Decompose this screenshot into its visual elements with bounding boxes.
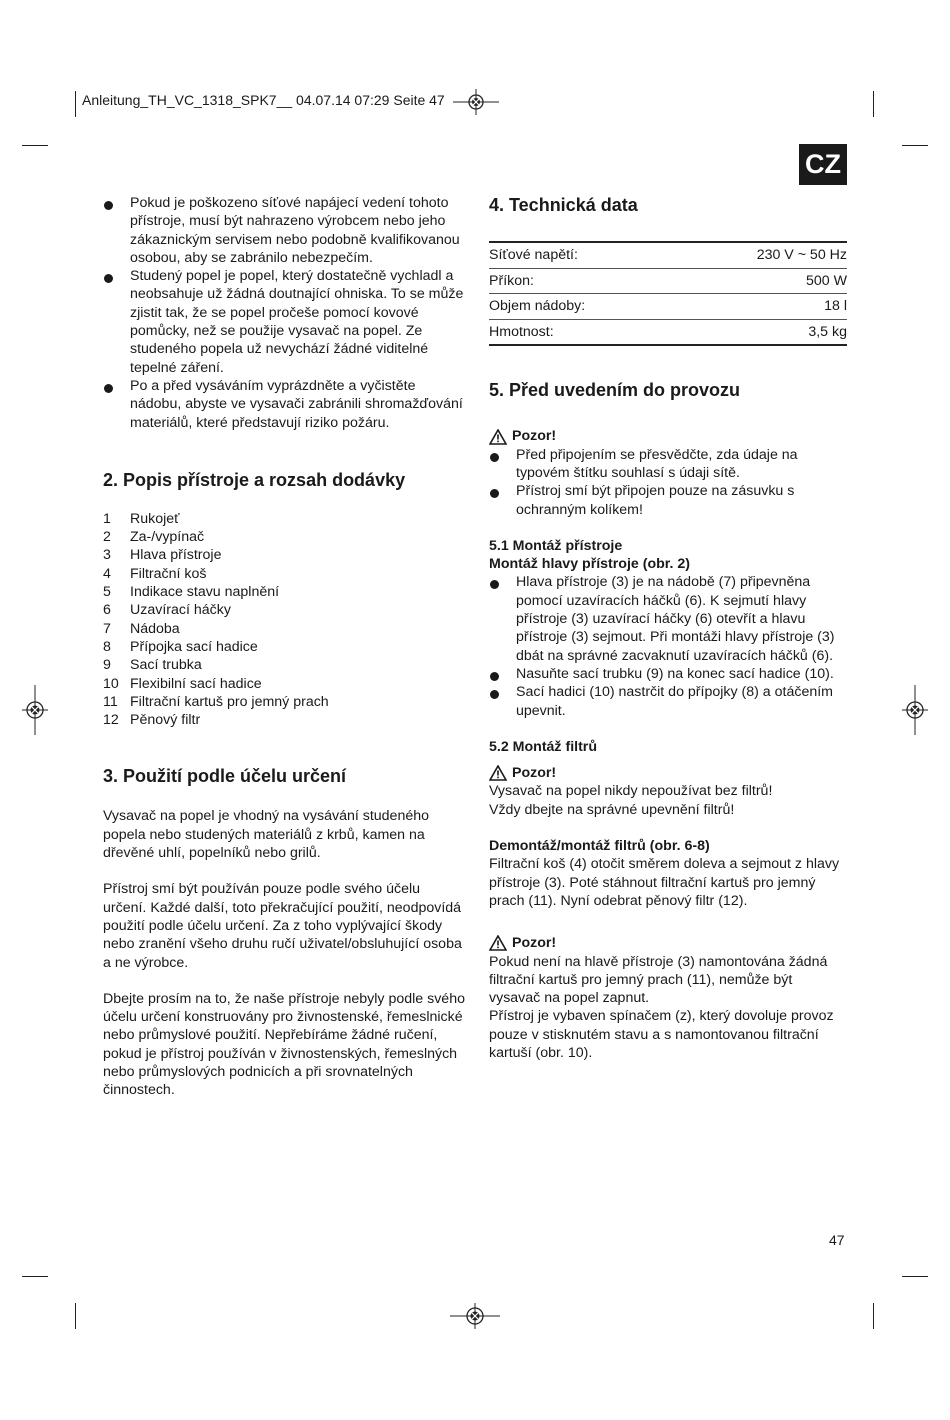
crop-mark [22, 1276, 48, 1277]
technical-data-table [489, 241, 847, 346]
list-item: 11 Filtrační kartuš pro jemný prach [103, 693, 329, 710]
section-5-title: 5. Před uvedením do provozu [489, 380, 741, 401]
list-item: 9 Sací trubka [103, 657, 202, 674]
warning-triangle-icon [489, 429, 507, 445]
section-3-title: 3. Použití podle účelu určení [103, 766, 347, 787]
warning-text: Pokud není na hlavě přístroje (3) namontována žádná filtrační kartuš pro jemný prach (11), nemůže být vysavač na popel zapnut. [489, 953, 828, 1007]
warning-heading: Pozor! [489, 934, 847, 952]
subsection-title: 5.1 Montáž přístroje [489, 537, 623, 554]
crop-mark [873, 91, 874, 117]
warning-heading: Pozor! [489, 427, 847, 445]
list-item: Před připojením se přesvědčte, zda údaje na typovém štítku souhlasí s údaji sítě. [489, 446, 847, 483]
registration-mark-icon [22, 685, 48, 735]
list-item: 1 Rukojeť [103, 510, 180, 527]
page-number: 47 [829, 1232, 845, 1248]
registration-mark-icon [450, 1303, 500, 1329]
section-4-title: 4. Technická data [489, 195, 638, 215]
list-item: Pokud je poškozeno síťové napájecí vedení tohoto přístroje, musí být nahrazeno výrobcem nebo jeho zákaznickým servisem nebo podobně kvalifikovanou osobou, aby se zabránilo nebezpečím. [103, 194, 465, 267]
list-item: Nasuňte sací trubku (9) na konec sací hadice (10). [489, 665, 847, 683]
parts-list [103, 510, 465, 730]
list-item: Studený popel je popel, který dostatečně vychladl a neobsahuje už žádná doutnající ohniska. To se může zjistit tak, že se popel pročeše pomocí kovové pomůcky, než se použije vysavač na popel. Ze studeného popela už nevychází žádné viditelné tepelné záření. [103, 267, 465, 377]
table-row: Objem nádoby: 18 l [489, 294, 847, 320]
registration-mark-icon [453, 89, 499, 115]
list-item: 4 Filtrační koš [103, 565, 207, 582]
warning-triangle-icon [489, 935, 507, 951]
list-item: 5 Indikace stavu naplnění [103, 584, 280, 601]
subsection-title: 5.2 Montáž filtrů [489, 738, 597, 755]
list-item: 10 Flexibilní sací hadice [103, 675, 262, 692]
paragraph: Přístroj smí být používán pouze podle svého účelu určení. Každé další, toto překračující použití, neodpovídá použití podle účelu určení. Za z toho vyplývající škody nebo zranění všeho druhu ručí uživatel/obsluhující osoba a ne výrobce. [103, 881, 462, 971]
registration-mark-icon [902, 685, 928, 735]
list-item: Sací hadici (10) nastrčit do přípojky (8) a otáčením upevnit. [489, 683, 847, 720]
warning-heading: Pozor! [489, 764, 847, 782]
crop-mark [75, 1303, 76, 1329]
table-row: Síťové napětí: 230 V ~ 50 Hz [489, 242, 847, 268]
print-info-header: Anleitung_TH_VC_1318_SPK7__ 04.07.14 07:29 Seite 47 [82, 92, 445, 108]
paragraph: Filtrační koš (4) otočit směrem doleva a sejmout z hlavy přístroje (3). Poté stáhnout filtrační kartuš pro jemný prach (11). Nyní odebrat pěnový filtr (12). [489, 856, 840, 909]
subsection-subtitle: Montáž hlavy přístroje (obr. 2) [489, 556, 691, 573]
list-item: 12 Pěnový filtr [103, 712, 201, 729]
list-item: Přístroj smí být připojen pouze na zásuvku s ochranným kolíkem! [489, 482, 847, 519]
section-2-title: 2. Popis přístroje a rozsah dodávky [103, 469, 406, 490]
warning-bullet-list [489, 446, 847, 519]
warning-triangle-icon [489, 765, 507, 781]
paragraph: Dbejte prosím na to, že naše přístroje nebyly podle svého účelu určení konstruovány pro živnostenské, řemeslnické nebo průmyslové použití. Nepřebíráme žádné ručení, pokud je přístroj používán v živnostenských, řemeslných nebo průmyslových podnicích a při srovnatelných činnostech. [103, 990, 465, 1099]
language-badge: CZ [799, 144, 847, 185]
paragraph: Vysavač na popel je vhodný na vysávání studeného popela nebo studených materiálů z krbů, kamen na dřevěné uhlí, popelníků nebo grilů. [103, 808, 430, 862]
warning-text: Vysavač na popel nikdy nepoužívat bez filtrů! Vždy dbejte na správné upevnění filtrů! [489, 783, 773, 818]
left-column [103, 194, 465, 1100]
list-item: 6 Uzavírací háčky [103, 602, 231, 619]
right-column [489, 194, 847, 1062]
table-row: Hmotnost: 3,5 kg [489, 319, 847, 345]
list-item: 8 Přípojka sací hadice [103, 638, 258, 655]
crop-mark [902, 1276, 928, 1277]
table-row: Příkon: 500 W [489, 268, 847, 294]
crop-mark [75, 91, 76, 117]
crop-mark [902, 145, 928, 146]
list-item: Po a před vysáváním vyprázdněte a vyčistěte nádobu, abyste ve vysavači zabránili shromažďování materiálů, které představují riziko požáru. [103, 377, 465, 432]
warning-text: Přístroj je vybaven spínačem (z), který dovoluje provoz pouze v stisknutém stavu a s namontovanou filtrační kartuší (obr. 10). [489, 1008, 834, 1061]
crop-mark [22, 145, 48, 146]
list-item: Hlava přístroje (3) je na nádobě (7) připevněna pomocí uzavíracích háčků (6). K sejmutí hlavy přístroje (3) uzavírací háčky (6) otevřít a hlavu přístroje (3) sejmout. Při montáži hlavy přístroje (3) dbát na správné zacvaknutí uzavíracích háčků (6). [489, 573, 847, 664]
list-item: 7 Nádoba [103, 620, 180, 637]
intro-bullet-list [103, 194, 465, 432]
subsection-title: Demontáž/montáž filtrů (obr. 6-8) [489, 838, 710, 855]
list-item: 3 Hlava přístroje [103, 547, 222, 564]
crop-mark [873, 1303, 874, 1329]
list-item: 2 Za-/vypínač [103, 529, 205, 546]
mounting-bullet-list [489, 573, 847, 719]
